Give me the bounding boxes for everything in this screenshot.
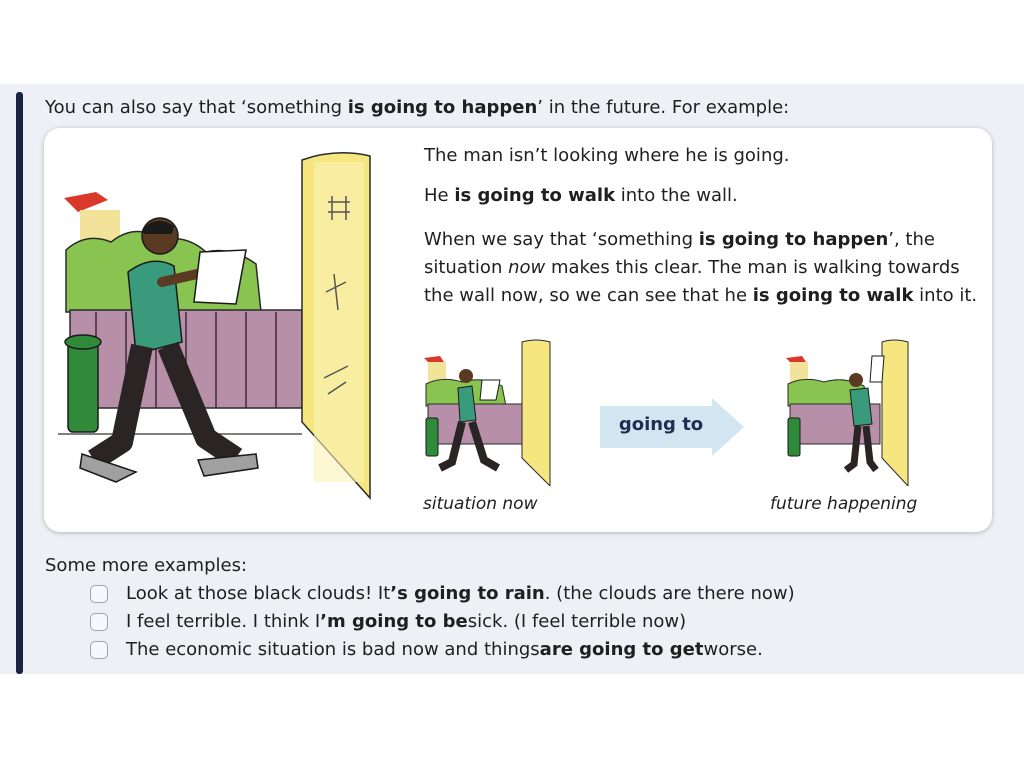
example-item: The economic situation is bad now and things are going to get worse. bbox=[90, 638, 763, 662]
future-happening-illustration bbox=[784, 338, 912, 486]
caption-future-happening: future happening bbox=[770, 494, 918, 514]
bullet-box-icon bbox=[90, 585, 108, 603]
arrow-label: going to bbox=[618, 414, 704, 435]
example-item: Look at those black clouds! It ’s going to rain . (the clouds are there now) bbox=[90, 582, 795, 606]
newspaper-shape bbox=[194, 250, 246, 304]
example-item: I feel terrible. I think I ’m going to be sick. (I feel terrible now) bbox=[90, 610, 686, 634]
explanation-line-1: The man isn’t looking where he is going. bbox=[424, 145, 790, 166]
bin-shape bbox=[68, 342, 98, 432]
explanation-paragraph: When we say that ‘something is going to happen’, the situation now makes this clear. The man is walking towards the wall now, so we can see that he is going to walk into it. bbox=[424, 229, 978, 306]
man-walking-illustration bbox=[56, 142, 382, 522]
intro-sentence: You can also say that ‘something is going to happen’ in the future. For example: bbox=[45, 97, 790, 118]
explanation-line-2: He is going to walk into the wall. bbox=[424, 185, 738, 206]
going-to-arrow bbox=[600, 398, 744, 456]
bullet-box-icon bbox=[90, 613, 108, 631]
roof-shape bbox=[64, 192, 108, 212]
caption-situation-now: situation now bbox=[423, 494, 538, 514]
more-examples-heading: Some more examples: bbox=[45, 555, 248, 576]
situation-now-illustration bbox=[422, 338, 552, 486]
left-accent-bar bbox=[16, 92, 23, 674]
bullet-box-icon bbox=[90, 641, 108, 659]
